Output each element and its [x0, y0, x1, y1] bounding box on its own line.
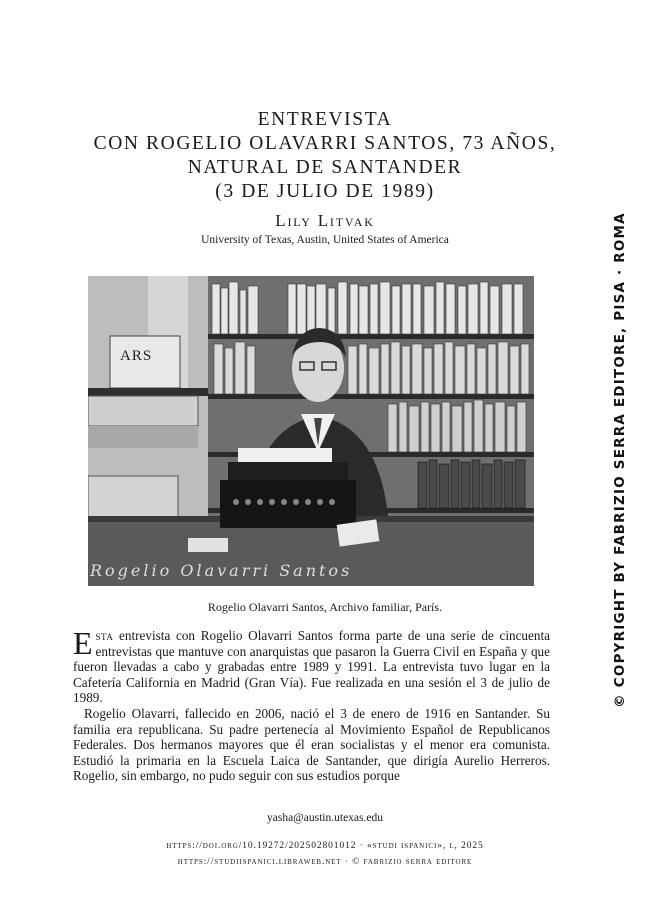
- paragraph-1: [73, 625, 550, 706]
- archival-photograph: [88, 276, 534, 586]
- title-line-2: CON ROGELIO OLAVARRI SANTOS, 73 AÑOS,: [93, 133, 557, 154]
- title-line-4: (3 DE JULIO DE 1989): [215, 181, 435, 202]
- drop-cap: E: [73, 625, 93, 661]
- footer-website-line: https://studiispanici.libraweb.net · © fabrizio serra editore: [177, 857, 473, 867]
- author-email: yasha@austin.utexas.edu: [267, 812, 383, 824]
- paragraph-2: Rogelio Olavarri, fallecido en 2006, nació el 3 de enero de 1916 en Santander. Su familia era republicana. Su padre pertenecía al Movimiento Español de Republicanos Federales. Dos hermanos mayores que él eran socialistas y el menor era comunista. Estudió la primaria en la Escuela Laica de Santander, que dirigía Aurelio Herreros. Rogelio, sin embargo, no pudo seguir con sus estudios porque: [73, 705, 550, 784]
- side-copyright-text: © COPYRIGHT BY FABRIZIO SERRA EDITORE, PISA · ROMA: [612, 212, 628, 708]
- title-line-3: NATURAL DE SANTANDER: [187, 157, 463, 178]
- author-affiliation: University of Texas, Austin, United States of America: [201, 234, 449, 246]
- footer-doi-line: https://doi.org/10.19272/202502801012 · «studi ispanici», l, 2025: [166, 841, 484, 851]
- title-line-1: ENTREVISTA: [257, 109, 393, 130]
- article-title: [0, 108, 650, 204]
- opening-small-caps: sta: [95, 628, 114, 643]
- photo-caption: Rogelio Olavarri Santos, Archivo familiar, París.: [207, 600, 443, 614]
- paragraph-1-text: entrevista con Rogelio Olavarri Santos forma parte de una serie de cincuenta entrevistas que mantuve con anarquistas que pasaron la Guerra Civil en España y que fueron llevadas a cabo y grabadas entre 1989 y 1991. La entrevista tuvo lugar en la Cafetería California en Madrid (Gran Vía). Fue realizada en una sesión el 3 de julio de 1989.: [73, 628, 550, 706]
- handwritten-inscription: Rogelio Olavarri Santos: [90, 561, 353, 580]
- article-body: [73, 625, 550, 784]
- ars-book-label: ARS: [120, 348, 153, 364]
- author-name: Lily Litvak: [275, 211, 375, 230]
